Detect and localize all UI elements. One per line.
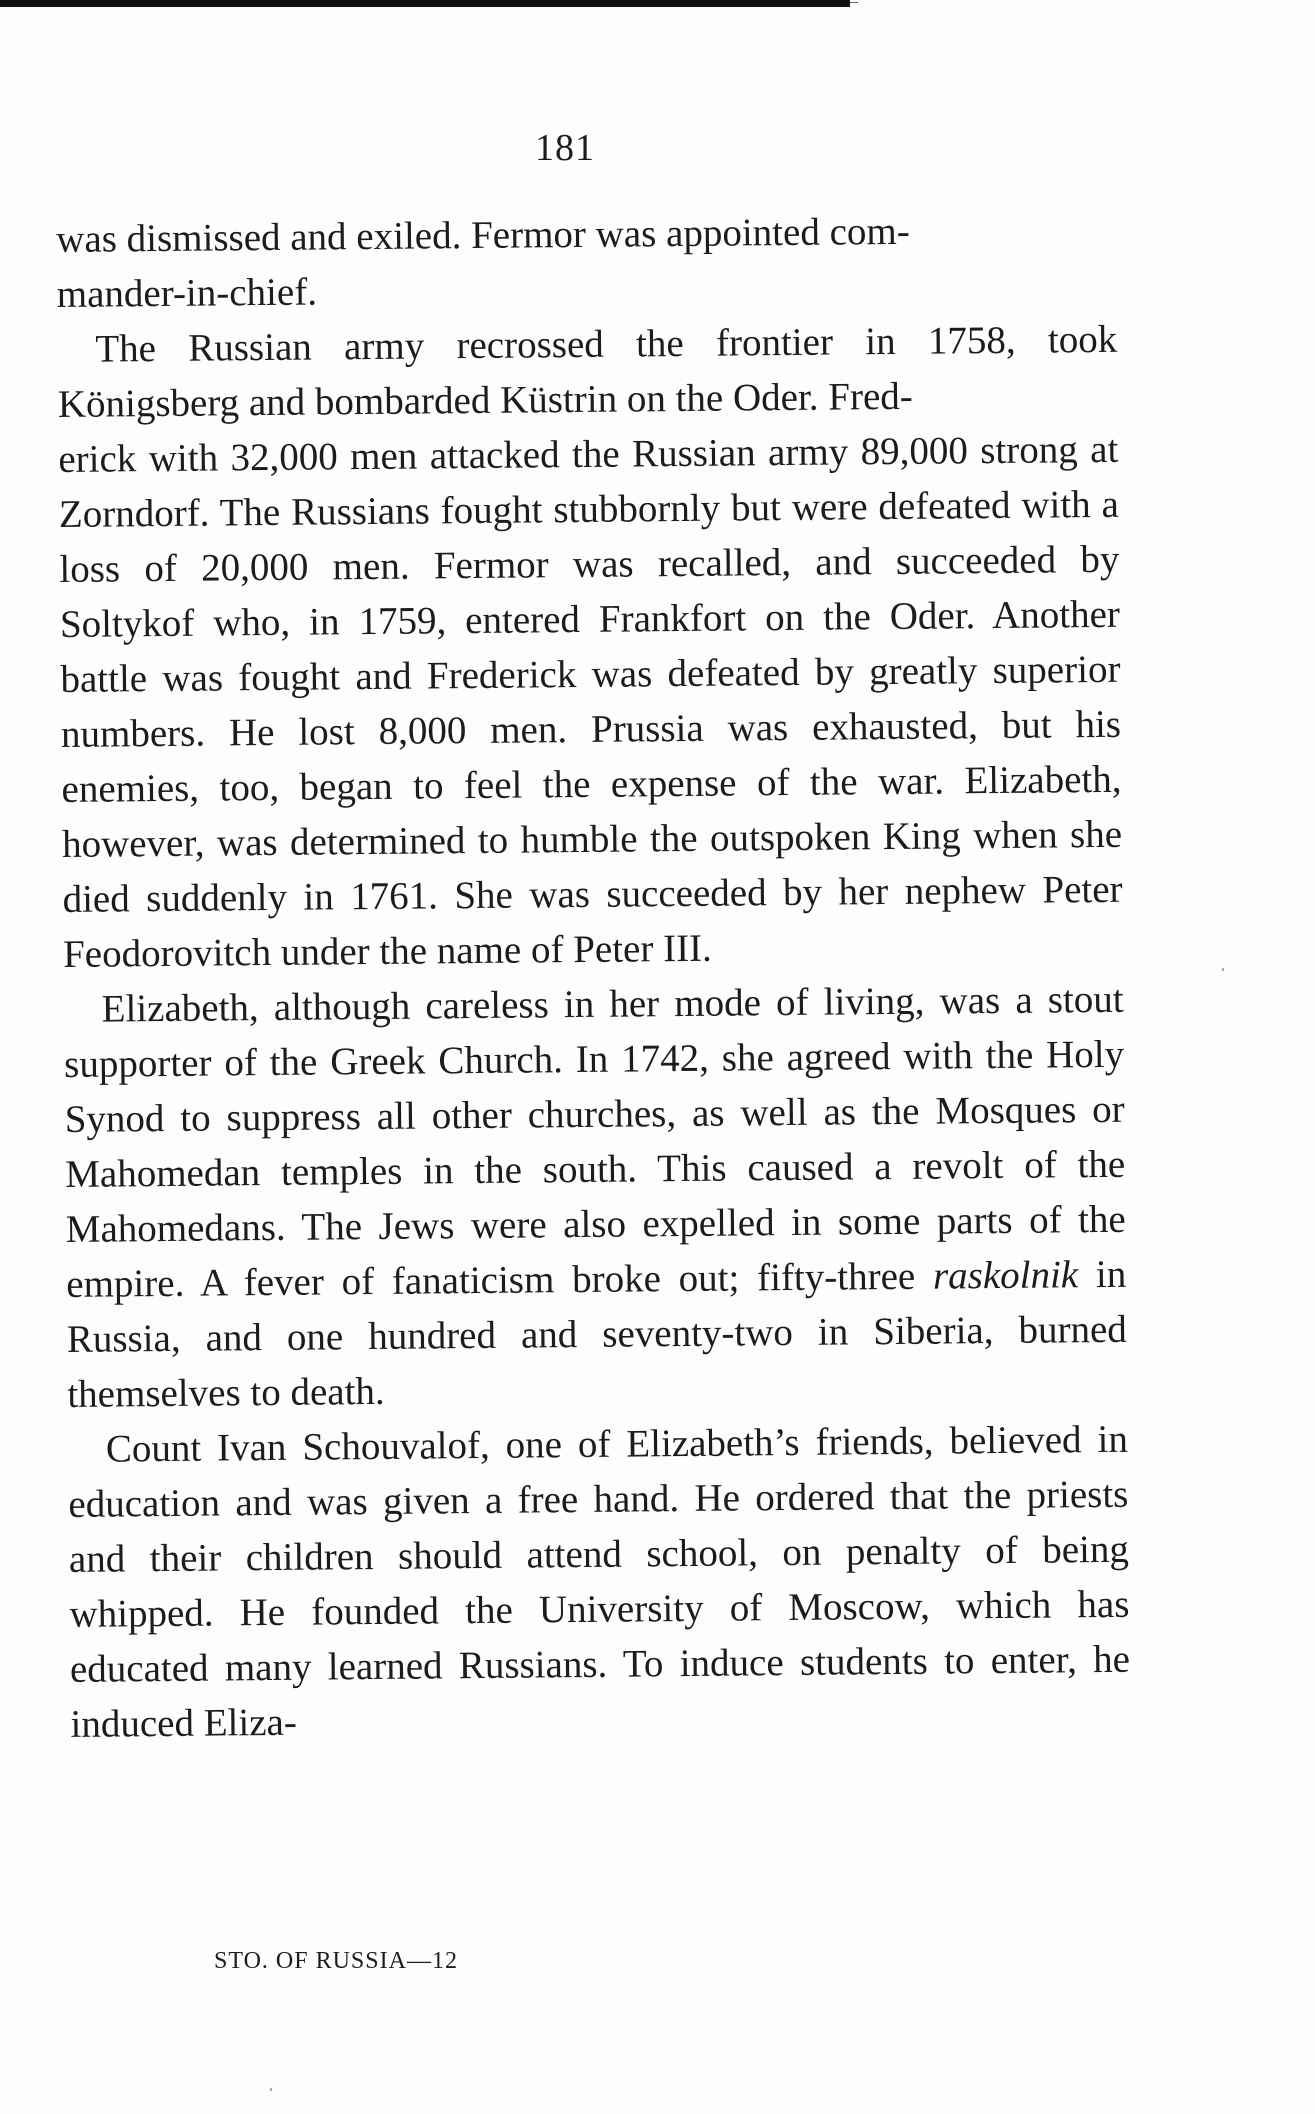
body-text bbox=[56, 202, 1131, 1752]
italic-term-raskolnik: raskolnik bbox=[932, 1253, 1079, 1298]
signature-mark: STO. OF RUSSIA—12 bbox=[214, 1948, 458, 1974]
page-number: 181 bbox=[535, 127, 595, 169]
paragraph-2 bbox=[57, 312, 1123, 982]
paper-speck bbox=[1222, 968, 1224, 971]
paragraph-3-text-start: Elizabeth, although careless in her mode of living, was a stout supporter of the Greek Church. In 1742, she agreed with the Holy Synod to suppress all other churches, as well as the Mosques or Mahomedan temples in the south. This caused a revolt of the Mahomedans. The Jews were also expelled in some parts of the empire. A fever of fanaticism broke out; fifty-three bbox=[63, 977, 1126, 1306]
page-top-edge-tail bbox=[850, 2, 858, 3]
paper-speck bbox=[270, 2088, 272, 2091]
paragraph-1-text: was dismissed and exiled. Fermor was appointed com- mander-in-chief. bbox=[56, 209, 910, 316]
paragraph-4-text: Count Ivan Schouvalof, one of Elizabeth’s friends, believed in education and was given a free hand. He ordered that the priests and their children should attend school, on penalty of being whipped. He founded the University of Moscow, which has educated many learned Russians. To induce students to enter, he induced Eliza- bbox=[68, 1417, 1131, 1746]
paragraph-4 bbox=[68, 1412, 1131, 1752]
page-top-edge bbox=[0, 0, 850, 7]
paragraph-1 bbox=[56, 202, 1117, 322]
paragraph-3 bbox=[63, 972, 1127, 1422]
paragraph-3-text-end: in Russia, and one hundred and seventy-two in Siberia, burned themselves to death. bbox=[66, 1252, 1127, 1416]
paragraph-2-text: The Russian army recrossed the frontier in 1758, took Königsberg and bombarded Küstrin on the Oder. Fred- erick with 32,000 men attacked the Russian army 89,000 strong at Zorndorf. The Russians fought stubbornly but were defeated with a loss of 20,000 men. Fermor was recalled, and succeeded by Soltykof who, in 1759, entered Frankfort on the Oder. Another battle was fought and Frederick was defeated by greatly superior numbers. He lost 8,000 men. Prussia was exhausted, but his enemies, too, began to feel the expense of the war. Elizabeth, however, was determined to humble the outspoken King when she died suddenly in 1761. She was succeeded by her nephew Peter Feodorovitch under the name of Peter III. bbox=[57, 317, 1123, 976]
